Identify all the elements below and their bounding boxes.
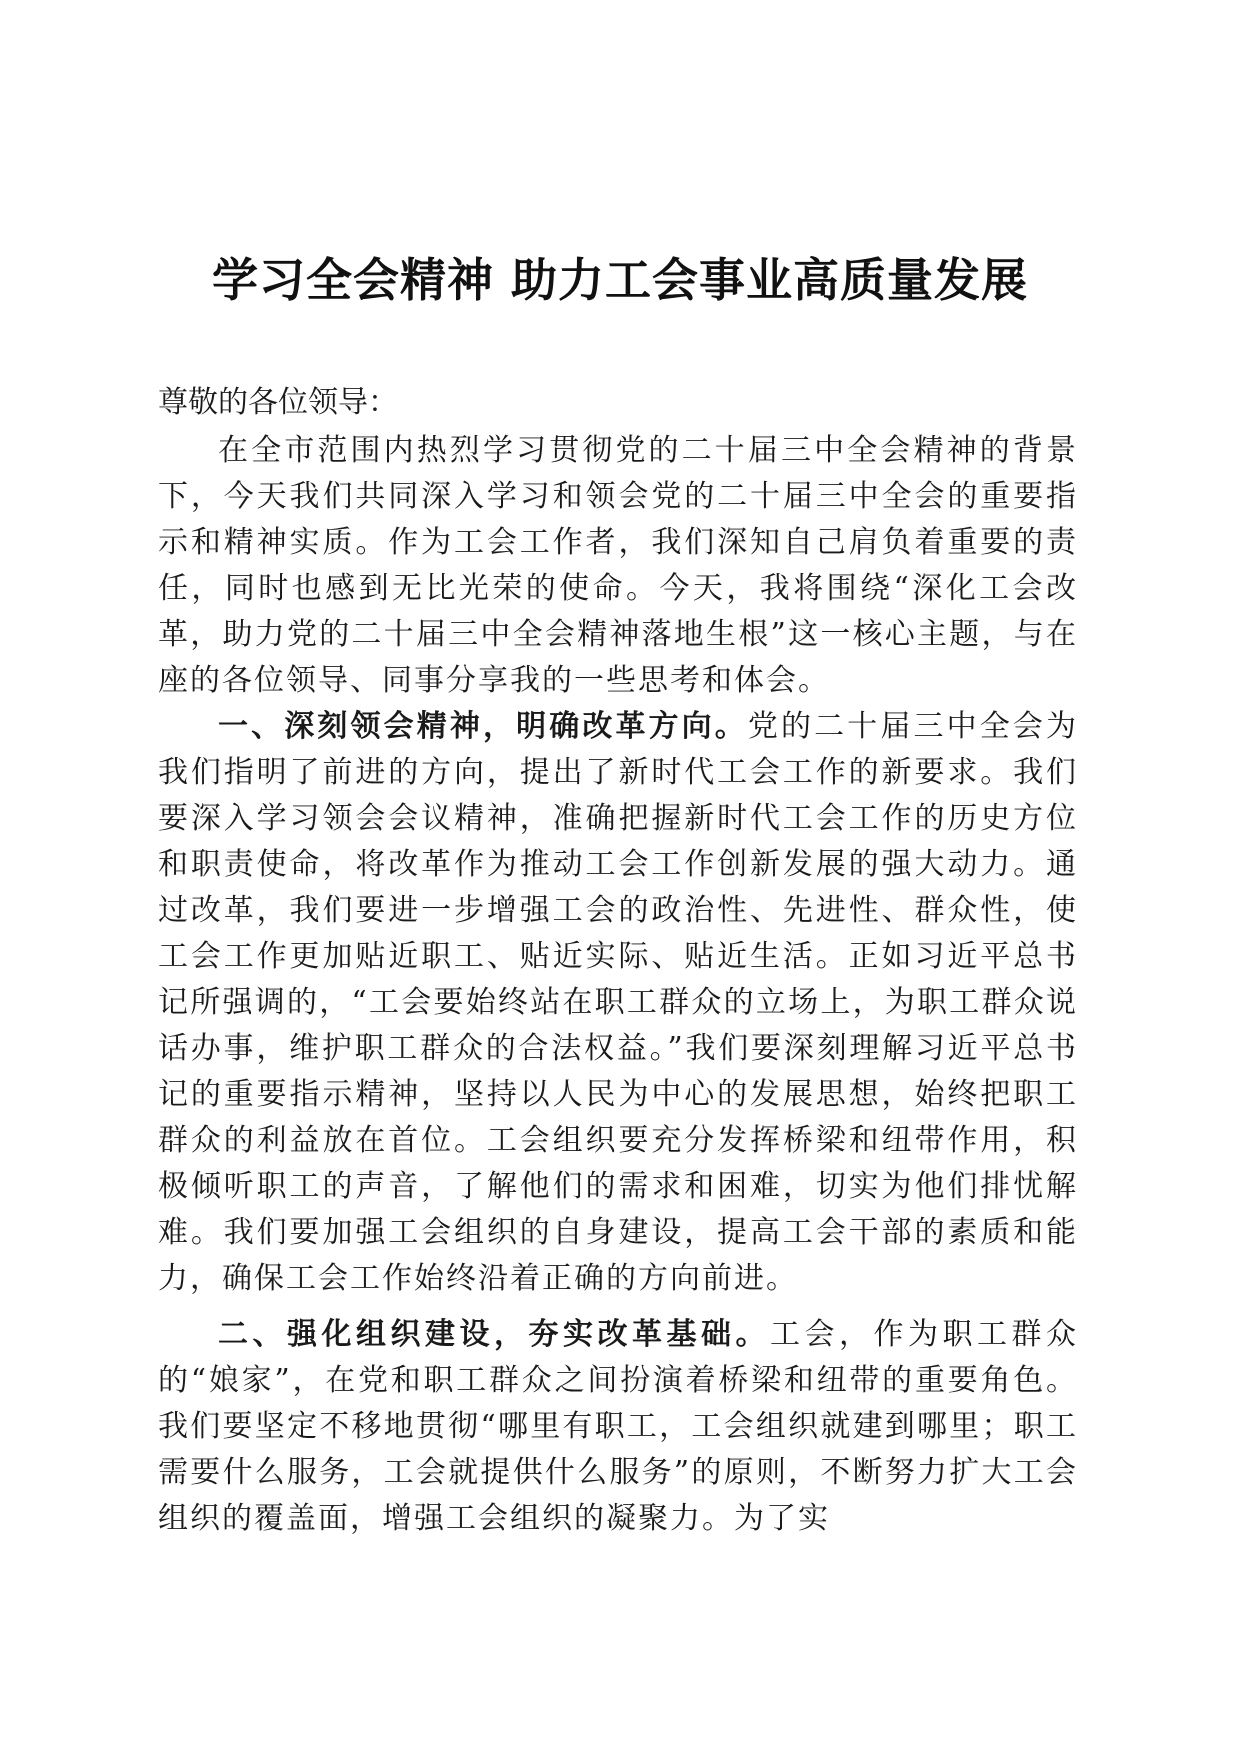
- intro-paragraph: 在全市范围内热烈学习贯彻党的二十届三中全会精神的背景下，今天我们共同深入学习和领会党的二十届三中全会的重要指示和精神实质。作为工会工作者，我们深知自己肩负着重要的责任，同时也感到无比光荣的使命。今天，我将围绕“深化工会改革，助力党的二十届三中全会精神落地生根”这一核心主题，与在座的各位领导、同事分享我的一些思考和体会。: [158, 433, 1078, 698]
- document-body: [158, 380, 1078, 1542]
- section-2-paragraph: [158, 1312, 1078, 1542]
- section-1-text: 党的二十届三中全会为我们指明了前进的方向，提出了新时代工会工作的新要求。我们要深入学习领会会议精神，准确把握新时代工会工作的历史方位和职责使命，将改革作为推动工会工作创新发展的强大动力。通过改革，我们要进一步增强工会的政治性、先进性、群众性，使工会工作更加贴近职工、贴近实际、贴近生活。正如习近平总书记所强调的，“工会要始终站在职工群众的立场上，为职工群众说话办事，维护职工群众的合法权益。”我们要深刻理解习近平总书记的重要指示精神，坚持以人民为中心的发展思想，始终把职工群众的利益放在首位。工会组织要充分发挥桥梁和纽带作用，积极倾听职工的声音，了解他们的需求和困难，切实为他们排忧解难。我们要加强工会组织的自身建设，提高工会干部的素质和能力，确保工会工作始终沿着正确的方向前进。: [158, 709, 1079, 1296]
- section-1-heading: 一、深刻领会精神，明确改革方向。: [218, 709, 748, 744]
- section-1-paragraph: [158, 704, 1078, 1302]
- section-2-heading: 二、强化组织建设，夯实改革基础。: [218, 1317, 770, 1352]
- document-title: 学习全会精神 助力工会事业高质量发展: [211, 253, 1028, 307]
- salutation: 尊敬的各位领导：: [158, 385, 398, 420]
- section-2-text: 工会，作为职工群众的“娘家”，在党和职工群众之间扮演着桥梁和纽带的重要角色。我们要坚定不移地贯彻“哪里有职工，工会组织就建到哪里；职工需要什么服务，工会就提供什么服务”的原则，不断努力扩大工会组织的覆盖面，增强工会组织的凝聚力。为了实: [158, 1317, 1078, 1536]
